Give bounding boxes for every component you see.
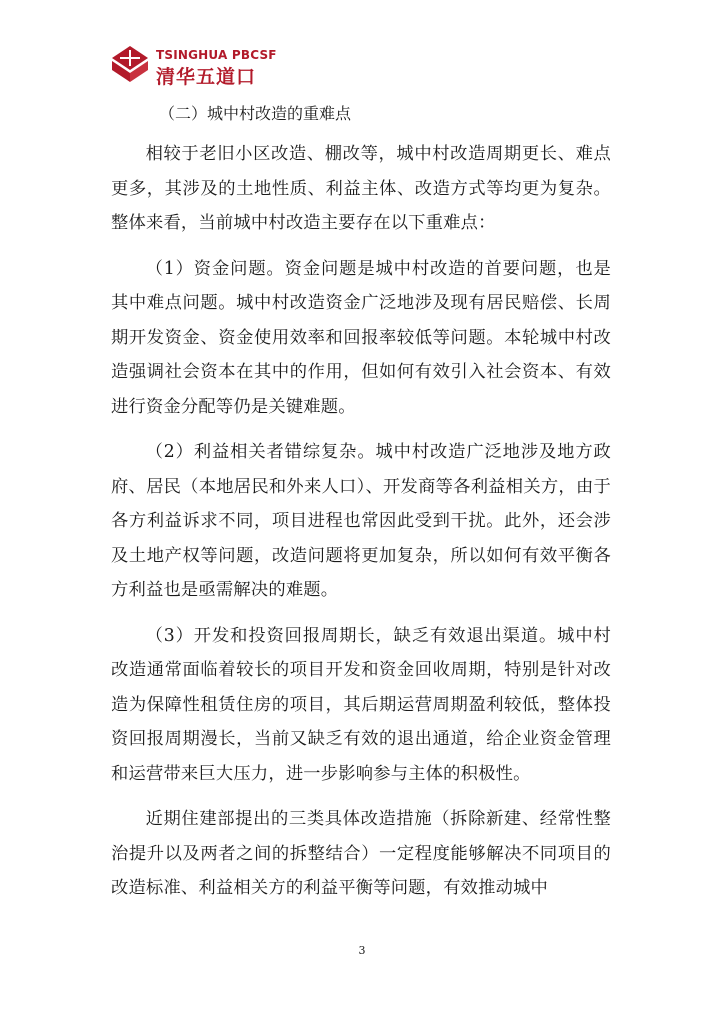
- paragraph-return-cycle: （3）开发和投资回报周期长，缺乏有效退出渠道。城中村改造通常面临着较长的项目开发和资金回收周期，特别是针对改造为保障性租赁住房的项目，其后期运营周期盈利较低，整体投资回报周期漫长，当前又缺乏有效的退出通道，给企业资金管理和运营带来巨大压力，进一步影响参与主体的积极性。: [111, 625, 611, 784]
- page-number: 3: [358, 944, 366, 957]
- logo-chinese-name: 清华五道口: [156, 66, 257, 88]
- paragraph-intro: 相较于老旧小区改造、棚改等，城中村改造周期更长、难点更多，其涉及的土地性质、利益主体、改造方式等均更为复杂。整体来看，当前城中村改造主要存在以下重难点：: [111, 144, 611, 233]
- pbcsf-emblem-icon: [110, 44, 150, 84]
- header-logo: [110, 44, 310, 88]
- paragraph-stakeholders: （2）利益相关者错综复杂。城中村改造广泛地涉及地方政府、居民（本地居民和外来人口）、开发商等各利益相关方，由于各方利益诉求不同，项目进程也常因此受到干扰。此外，还会涉及土地产权等问题，改造问题将更加复杂，所以如何有效平衡各方利益也是亟需解决的难题。: [111, 442, 611, 600]
- logo-english-name: TSINGHUA PBCSF: [156, 48, 277, 62]
- paragraph-measures: 近期住建部提出的三类具体改造措施（拆除新建、经常性整治提升以及两者之间的拆整结合）一定程度能够解决不同项目的改造标准、利益相关方的利益平衡等问题，有效推动城中: [111, 809, 611, 898]
- paragraph-funding: （1）资金问题。资金问题是城中村改造的首要问题，也是其中难点问题。城中村改造资金广泛地涉及现有居民赔偿、长周期开发资金、资金使用效率和回报率较低等问题。本轮城中村改造强调社会资本在其中的作用，但如何有效引入社会资本、有效进行资金分配等仍是关键难题。: [111, 258, 611, 417]
- document-body: [111, 97, 611, 917]
- section-heading: （二）城中村改造的重难点: [159, 104, 352, 123]
